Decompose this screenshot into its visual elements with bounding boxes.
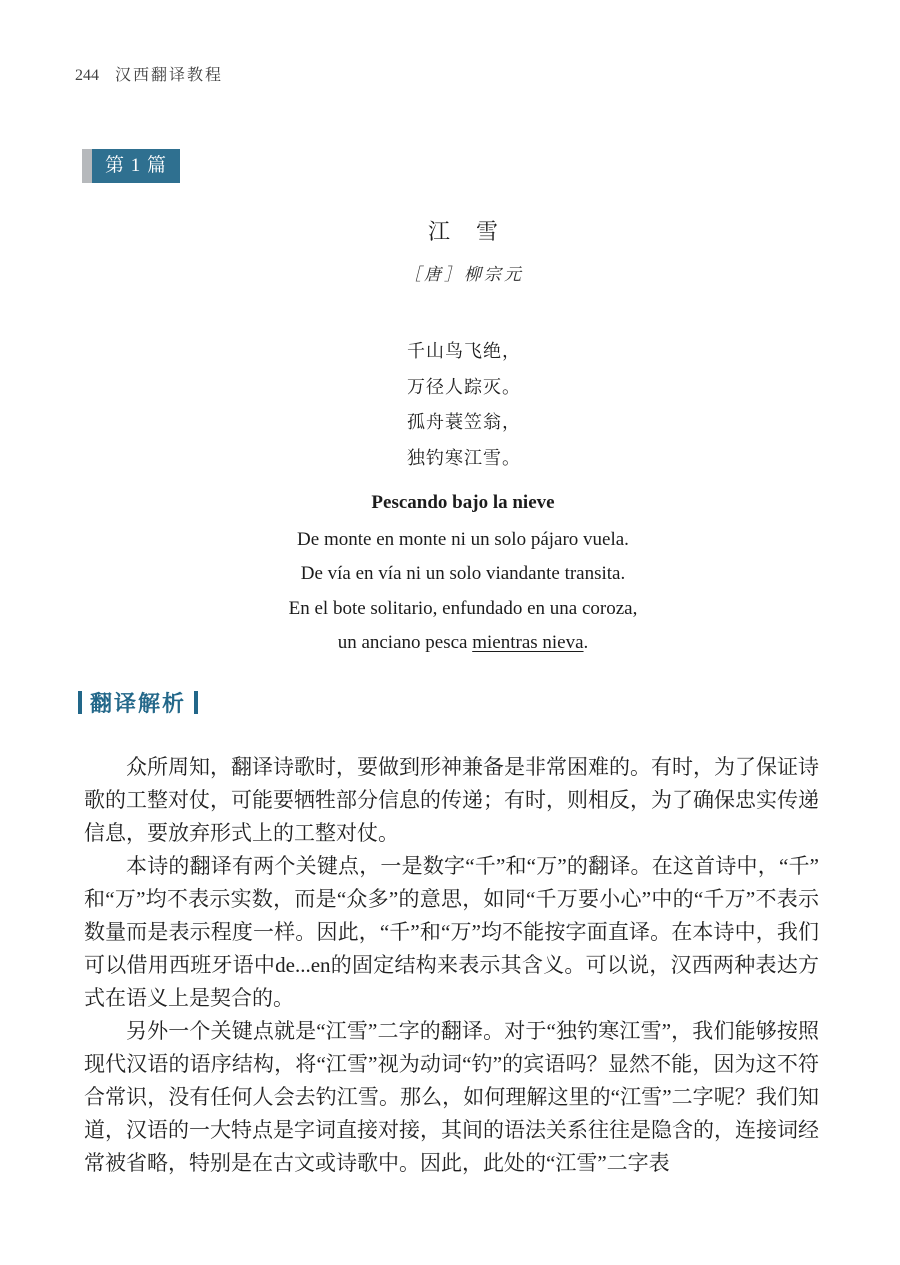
translation-line-last (26, 626, 900, 661)
poem-line: 千山鸟飞绝， (407, 341, 521, 361)
analysis-paragraph: 本诗的翻译有两个关键点，一是数字“千”和“万”的翻译。在这首诗中，“千”和“万”均不表示实数，而是“众多”的意思，如同“千万要小心”中的“千万”不表示数量而是表示程度一样。因此，“千”和“万”均不能按字面直译。在本诗中，我们可以借用西班牙语中de...en的固定结构来表示其含义。可以说，汉西两种表达方式在语义上是契合的。 (84, 854, 819, 1010)
translation-line: De monte en monte ni un solo pájaro vuela. (297, 528, 629, 550)
translation-title: Pescando bajo la nieve (371, 492, 555, 513)
section-left-bar (78, 691, 82, 714)
section-right-bar (194, 691, 198, 714)
poem-block (0, 215, 900, 476)
running-head (75, 62, 223, 85)
poem-line: 独钓寒江雪。 (407, 447, 521, 468)
poem-line: 孤舟蓑笠翁， (407, 412, 521, 432)
poem-author: ［唐］柳宗元 (404, 265, 524, 284)
book-title: 汉西翻译教程 (115, 67, 224, 84)
section-title: 翻译解析 (90, 691, 187, 716)
chapter-badge (82, 149, 180, 183)
chapter-badge-label: 第 1 篇 (92, 149, 180, 183)
translation-underlined-text: mientras nieva (472, 632, 584, 653)
analysis-paragraph: 众所周知，翻译诗歌时，要做到形神兼备是非常困难的。有时，为了保证诗歌的工整对仗，可能要牺牲部分信息的传递；有时，则相反，为了确保忠实传递信息，要放弃形式上的工整对仗。 (84, 755, 819, 845)
poem-title: 江 雪 (427, 219, 500, 244)
badge-gray-bar (82, 149, 92, 183)
translation-line: De vía en vía ni un solo viandante transita. (300, 563, 626, 584)
translation-last-prefix: un anciano pesca (337, 632, 473, 653)
poem-lines (407, 334, 521, 476)
spanish-translation-block (0, 486, 900, 661)
translation-line: En el bote solitario, enfundado en una coroza, (288, 597, 638, 619)
analysis-body (84, 751, 819, 1180)
translation-last-suffix: . (583, 632, 589, 653)
poem-line: 万径人踪灭。 (407, 376, 521, 397)
page-number: 244 (75, 67, 99, 84)
analysis-paragraph: 另外一个关键点就是“江雪”二字的翻译。对于“独钓寒江雪”，我们能够按照现代汉语的语序结构，将“江雪”视为动词“钓”的宾语吗？显然不能，因为这不符合常识，没有任何人会去钓江雪。那么，如何理解这里的“江雪”二字呢？我们知道，汉语的一大特点是字词直接对接，其间的语法关系往往是隐含的，连接词经常被省略，特别是在古文或诗歌中。因此，此处的“江雪”二字表 (84, 1019, 819, 1175)
section-header (78, 687, 198, 718)
